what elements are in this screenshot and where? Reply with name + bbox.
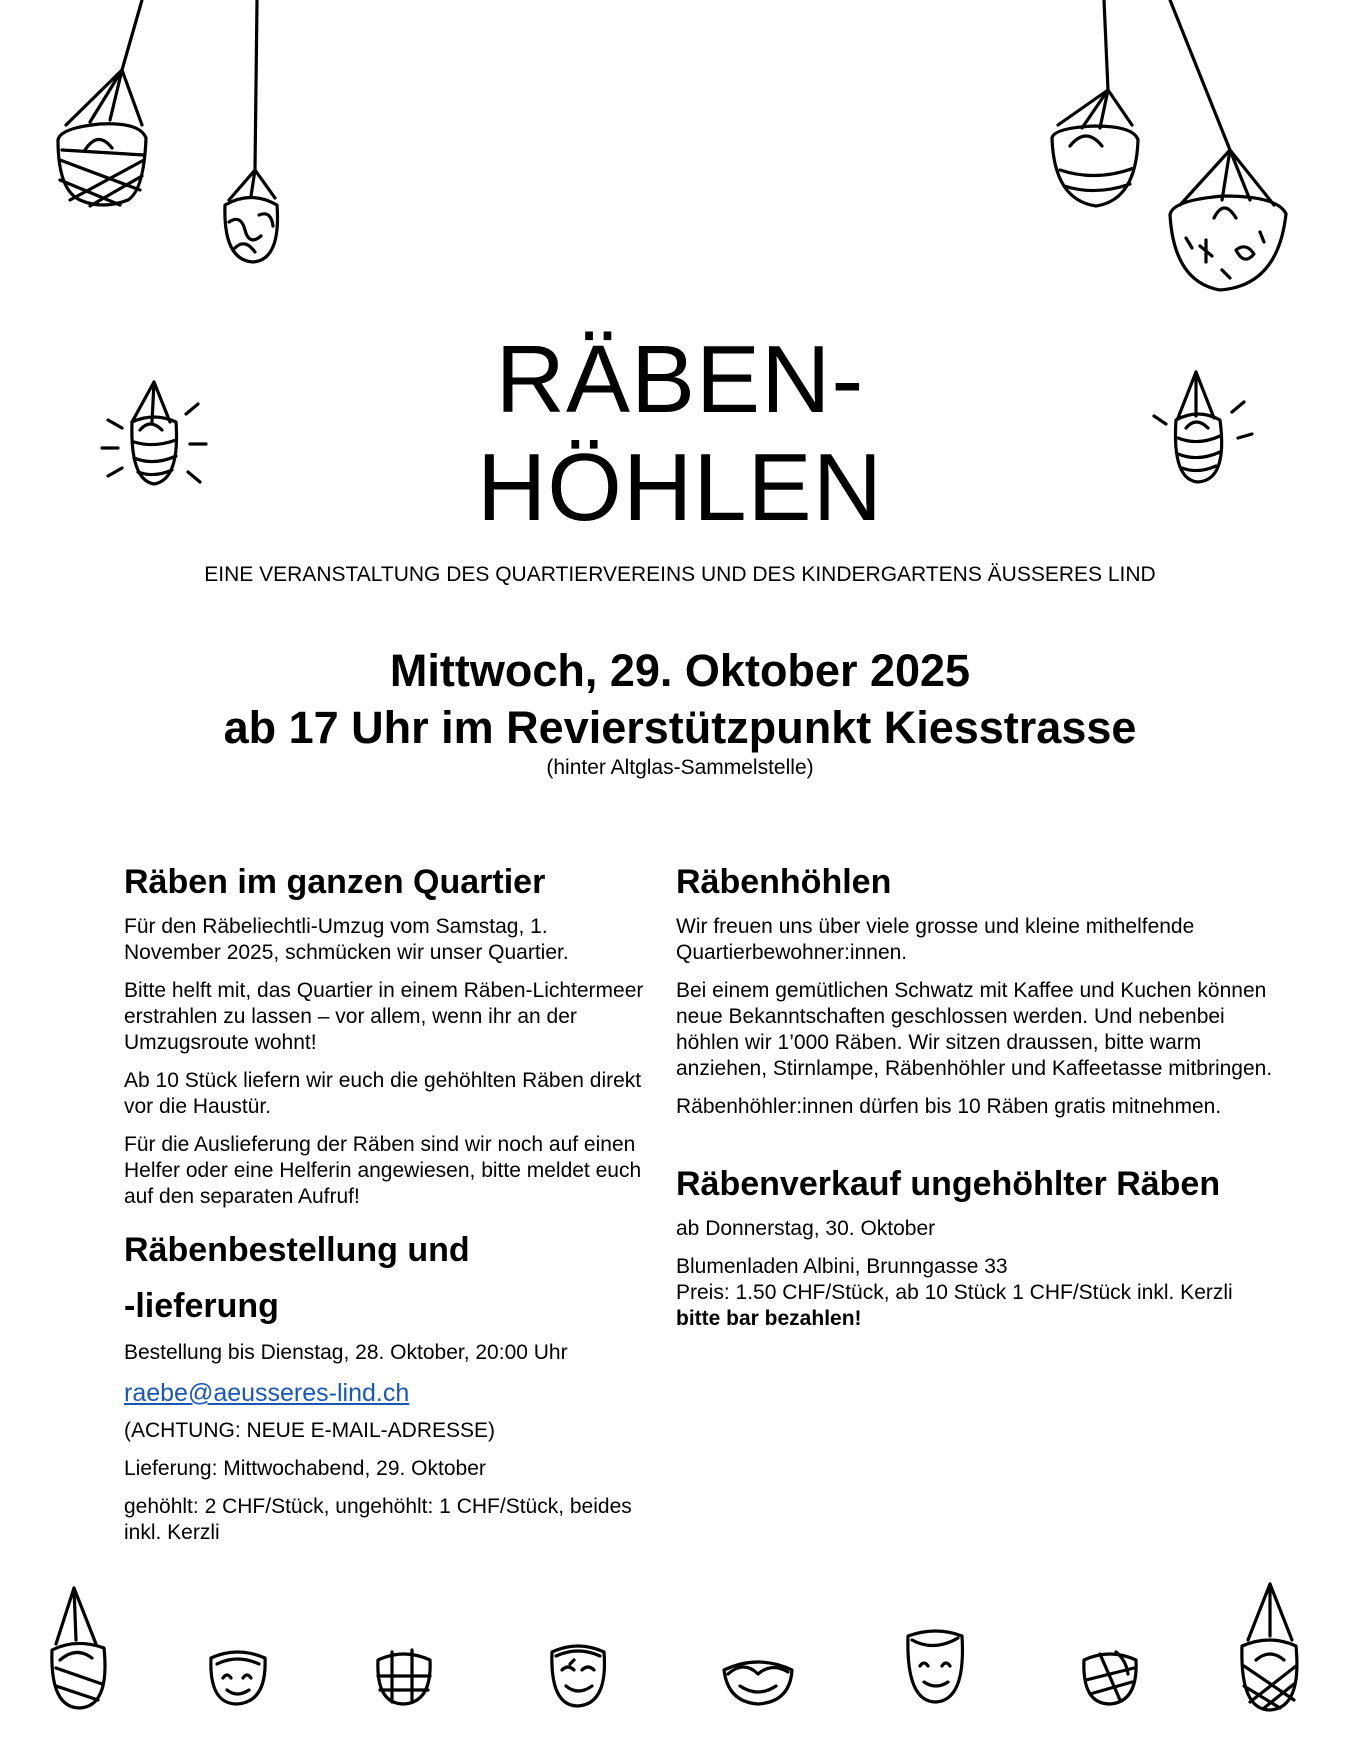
email-link[interactable]: raebe@aeusseres-lind.ch bbox=[124, 1379, 410, 1407]
paragraph: Räbenhöhler:innen dürfen bis 10 Räben gratis mitnehmen. bbox=[676, 1095, 1222, 1118]
turnip-lantern-icon bbox=[544, 1636, 614, 1710]
paragraph: Für den Räbeliechtli-Umzug vom Samstag, 1. November 2025, schmücken wir unser Quartier. bbox=[124, 915, 569, 964]
turnip-lantern-icon bbox=[1236, 1580, 1306, 1716]
turnip-lantern-icon bbox=[1076, 1640, 1146, 1708]
event-time-location: ab 17 Uhr im Revierstützpunkt Kiesstrasse bbox=[223, 702, 1137, 753]
section-heading-verkauf: Räbenverkauf ungehöhlter Räben bbox=[676, 1165, 1221, 1203]
delivery-info: Lieferung: Mittwochabend, 29. Oktober bbox=[124, 1457, 486, 1480]
section-heading-bestellung bbox=[124, 1222, 644, 1334]
right-column bbox=[676, 862, 1276, 1344]
shop-address: Blumenladen Albini, Brunngasse 33 bbox=[676, 1255, 1008, 1278]
paragraph: Wir freuen uns über viele grosse und kleine mithelfende Quartierbewohner:innen. bbox=[676, 915, 1195, 964]
turnip-lantern-icon bbox=[50, 0, 160, 215]
left-column bbox=[124, 862, 644, 1558]
sale-price: Preis: 1.50 CHF/Stück, ab 10 Stück 1 CHF/Stück inkl. Kerzli bbox=[676, 1281, 1233, 1304]
turnip-lantern-icon bbox=[215, 0, 285, 270]
page-title-line-1: RÄBEN- bbox=[495, 326, 865, 433]
page-subtitle: EINE VERANSTALTUNG DES QUARTIERVEREINS UND DES KINDERGARTENS ÄUSSERES LIND bbox=[204, 563, 1156, 586]
paragraph: Bitte helft mit, das Quartier in einem Räben-Lichtermeer erstrahlen zu lassen – vor allem, wenn ihr an der Umzugsroute wohnt! bbox=[124, 979, 644, 1054]
page-title-line-2: HÖHLEN bbox=[476, 434, 884, 541]
turnip-lantern-icon bbox=[203, 1640, 273, 1708]
section-heading-raebenhoehlen: Räbenhöhlen bbox=[676, 863, 892, 901]
order-deadline: Bestellung bis Dienstag, 28. Oktober, 20:00 Uhr bbox=[124, 1341, 568, 1364]
section-heading-quartier: Räben im ganzen Quartier bbox=[124, 863, 546, 901]
sale-start: ab Donnerstag, 30. Oktober bbox=[676, 1217, 936, 1240]
price-info: gehöhlt: 2 CHF/Stück, ungehöhlt: 1 CHF/Stück, beides inkl. Kerzli bbox=[124, 1495, 632, 1544]
turnip-lantern-icon bbox=[46, 1584, 116, 1714]
section-heading-bestellung-line1: Räbenbestellung und bbox=[124, 1231, 470, 1269]
turnip-lantern-icon bbox=[900, 1622, 974, 1706]
turnip-lantern-icon bbox=[370, 1640, 440, 1708]
turnip-lantern-icon bbox=[1040, 0, 1150, 215]
payment-note: bitte bar bezahlen! bbox=[676, 1307, 862, 1330]
section-heading-bestellung-line2: -lieferung bbox=[124, 1287, 279, 1325]
turnip-lantern-icon bbox=[1160, 0, 1300, 300]
event-date: Mittwoch, 29. Oktober 2025 bbox=[389, 645, 971, 696]
paragraph: Für die Auslieferung der Räben sind wir noch auf einen Helfer oder eine Helferin angewiesen, bitte meldet euch auf den separaten Aufruf! bbox=[124, 1133, 642, 1208]
turnip-lantern-icon bbox=[718, 1640, 798, 1710]
email-note: (ACHTUNG: NEUE E-MAIL-ADRESSE) bbox=[124, 1419, 496, 1442]
paragraph: Ab 10 Stück liefern wir euch die gehöhlten Räben direkt vor die Haustür. bbox=[124, 1069, 642, 1118]
location-note: (hinter Altglas-Sammelstelle) bbox=[546, 756, 814, 779]
paragraph: Bei einem gemütlichen Schwatz mit Kaffee und Kuchen können neue Bekanntschaften geschlossen werden. Und nebenbei höhlen wir 1’000 Räben. Wir sitzen draussen, bitte warm anziehen, Stirnlampe, Räbenhöhler und Kaffeetasse mitbringen. bbox=[676, 979, 1273, 1080]
